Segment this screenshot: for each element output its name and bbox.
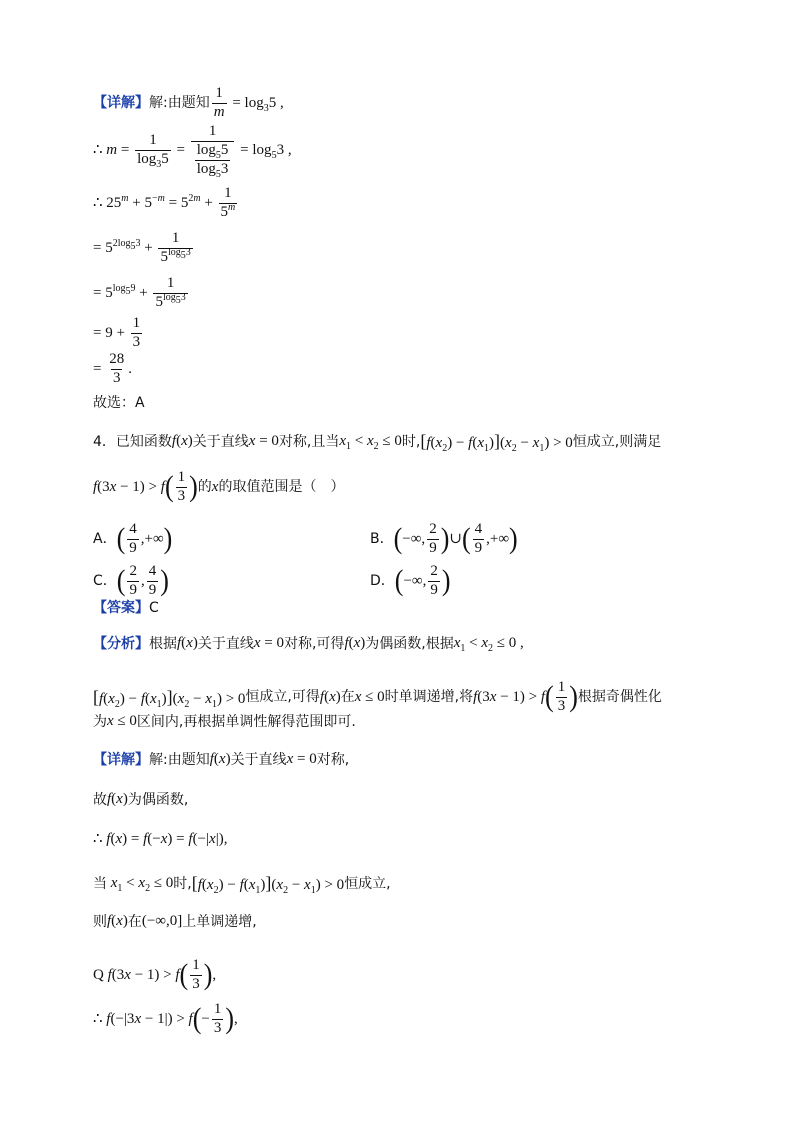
detail-line-7: = $\frac{28}{3}$ . [93,351,132,386]
detail-line-4: = $5^{2log_53}$ + $\frac{1}{5^{log_53}}$ [93,230,191,265]
question-4-line-2: f(3x − 1) > f ( $\frac{1}{3}$ ) 的 x 的取值范围是（ ） [93,469,345,504]
fraction: $\frac{28}{3}$ [109,351,125,386]
answer-label: 【答案】 [93,600,149,616]
fraction: $\frac{1}{m}$ [213,85,225,120]
answer-line [93,601,159,615]
option-a[interactable]: A． ( $\frac{4}{9}$ ,+∞ ) [93,521,173,556]
fraction: $\frac{4}{9}$ [129,521,137,556]
detail2-line-3: ∴ f(x) = f(−x) = f(−|x|), [93,831,228,847]
fraction: $\frac{4}{9}$ [474,521,483,556]
question-4-line-1: 4．已知函数 f(x) 关于直线 x = 0 对称,且当 $x_1 < x_2 \le 0$ 时, $[f(x_2) - f(x_1)](x_2 - x_1) > 0$ 恒成立,则满足 [93,431,662,454]
detail-line-1: 【详解】 解:由题知 $\frac{1}{m}$ = $\log_35$ , [93,85,284,120]
detail-line-2: ∴ m = $\frac{1}{\log_35}$ = $\frac{1}{\frac{\log_55}{\log_53}}$ = $\log_53$ , [93,123,292,180]
detail2-line-7: ∴ f(−|3x − 1|) > f ( − $\frac{1}{3}$ ) , [93,1001,238,1036]
fraction: $\frac{1}{5^{log_53}}$ [160,230,191,265]
fraction: $\frac{1}{5^{log_53}}$ [155,275,186,310]
fraction: $\frac{4}{9}$ [148,563,157,598]
detail-line-5: = $5^{log_59}$ + $\frac{1}{5^{log_53}}$ [93,275,186,310]
choose-line: 故选：A [93,395,145,411]
fraction: $\frac{1}{3}$ [192,957,200,992]
detail2-line-1: 【详解】 解:由题知 f(x) 关于直线 x = 0 对称, [93,751,350,768]
fraction: $\frac{2}{9}$ [429,521,437,556]
analysis-line-2: $[f(x_2) - f(x_1)](x_2 - x_1) > 0$ 恒成立,可得 f(x) 在 x ≤ 0 时单调递增,将 f(3x − 1) > f ( $\frac{1}{3}$ ) 根据奇偶性化 [93,679,662,714]
fraction: $\frac{1}{3}$ [557,679,566,714]
fraction: $\frac{2}{9}$ [129,563,137,598]
fraction: $\frac{1}{3}$ [132,315,141,350]
fraction: $\frac{1}{\log_35}$ [137,132,169,171]
detail-line-6: = 9 + $\frac{1}{3}$ [93,315,141,350]
answer-value: C [149,600,159,616]
detail2-line-2: 故 f(x) 为偶函数, [93,791,189,808]
fraction: $\frac{1}{5^m}$ [220,185,236,220]
fraction: $\frac{2}{9}$ [430,563,438,598]
detail2-line-4: 当 $x_1 < x_2 \le 0$ 时, $[f(x_2) - f(x_1)](x_2 - x_1) > 0$ 恒成立, [93,873,391,896]
detail-label: 【详解】 [93,95,149,112]
option-b[interactable]: B． ( −∞, $\frac{2}{9}$ ) ∪ ( $\frac{4}{9}$ ,+∞ ) [370,521,518,556]
analysis-label: 【分析】 [93,635,149,652]
detail2-line-5: 则 f(x) 在 (−∞,0] 上单调递增, [93,913,257,930]
fraction: $\frac{1}{3}$ [177,469,186,504]
analysis-line-1: 【分析】 根据 f(x) 关于直线 x = 0 对称,可得 f(x) 为偶函数,根据 $x_1 < x_2 \le 0$ , [93,635,524,654]
option-d[interactable]: D． ( −∞, $\frac{2}{9}$ ) [370,563,451,598]
fraction: $\frac{1}{3}$ [213,1001,222,1036]
detail-line-3: ∴ $25^m + 5^{-m} = 5^{2m}$ + $\frac{1}{5^m}$ [93,185,236,220]
detail2-line-6: Q f(3x − 1) > f ( $\frac{1}{3}$ ) , [93,957,217,992]
option-c[interactable]: C． ( $\frac{2}{9}$ , $\frac{4}{9}$ ) [93,563,169,598]
analysis-line-3: 为 x ≤ 0 区间内,再根据单调性解得范围即可. [93,713,356,730]
fraction: $\frac{1}{\frac{\log_55}{\log_53}}$ [191,124,235,177]
